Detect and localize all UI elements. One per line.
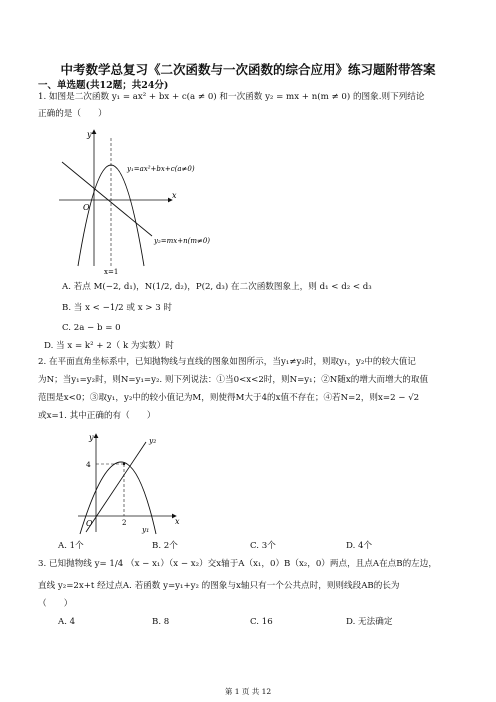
parabola-label: y₁=ax²+bx+c(a≠0) xyxy=(127,165,195,173)
line-label: y₂ xyxy=(149,436,157,445)
q2-stem-line1: 2. 在平面直角坐标系中，已知抛物线与直线的图象如图所示，当y₁≠y₂时，则取y₁，y₂中的较大值记 xyxy=(38,357,416,367)
origin-label: O xyxy=(83,203,90,212)
q1-graph xyxy=(54,124,234,274)
parabola-label: y₁ xyxy=(142,525,150,534)
q3-option-a: A. 4 xyxy=(58,617,76,627)
y-axis-label: y xyxy=(87,130,92,139)
q1-stem-line1: 1. 如图是二次函数 y₁ = ax² + bx + c(a ≠ 0) 和一次函数 y₂ = mx + n(m ≠ 0) 的图象.则下列结论 xyxy=(38,92,425,102)
x-tick-2: 2 xyxy=(122,519,127,527)
q2-option-c: C. 3个 xyxy=(250,541,276,551)
y-tick-4: 4 xyxy=(86,460,91,469)
q3-stem-line1: 3. 已知抛物线 y= 1/4 （x − x₁）（x − x₂）交x轴于A（x₁，0）B（x₂，0）两点，且点A在点B的左边， xyxy=(38,559,437,569)
q2-stem-line4: 或x=1. 其中正确的有（ ） xyxy=(38,411,156,421)
page-footer: 第 1 页 共 12 xyxy=(224,687,272,696)
q2-option-a: A. 1个 xyxy=(58,541,84,551)
q2-graph xyxy=(72,428,182,536)
symmetry-axis-label: x=1 xyxy=(104,268,119,274)
q2-option-b: B. 2个 xyxy=(152,541,178,551)
q1-option-a: A. 若点 M(−2, d₁)，N(1/2, d₂)，P(2, d₃) 在二次函数图象上，则 d₁ < d₂ < d₃ xyxy=(62,282,372,292)
y-axis-label: y xyxy=(89,433,94,442)
x-axis-label: x xyxy=(175,517,180,526)
q3-stem-line2: 直线 y₂=2x+t 经过点A. 若函数 y=y₁+y₂ 的图象与x轴只有一个公共点时，则则线段AB的长为 xyxy=(38,581,400,591)
q2-stem-line3: 范围是x<0；③取y₁，y₂中的较小值记为M，则使得M大于4的x值不存在；④若N=2，则x=2 − √2 xyxy=(38,393,420,403)
straight-line xyxy=(86,442,146,532)
x-axis-label: x xyxy=(172,191,177,200)
q1-option-c: C. 2a − b = 0 xyxy=(62,323,121,333)
intersection-point xyxy=(123,463,125,465)
q2-option-d: D. 4个 xyxy=(346,541,373,551)
q2-stem-line2: 为N；当y₁=y₂时，则N=y₁=y₂. 则下列说法：①当0<x<2时，则N=y₁；②N随x的增大而增大的取值 xyxy=(38,375,429,385)
q3-stem-line3: （ ） xyxy=(38,599,73,609)
q1-stem-line2: 正确的是（ ） xyxy=(38,109,107,119)
section-heading: 一、单选题(共12题；共24分) xyxy=(38,80,169,91)
q3-option-d: D. 无法确定 xyxy=(346,617,393,627)
q3-option-c: C. 16 xyxy=(250,617,273,627)
page-title: 中考数学总复习《二次函数与一次函数的综合应用》练习题附带答案 xyxy=(60,62,436,77)
origin-label: O xyxy=(86,519,93,528)
q1-option-b: B. 当 x < −1/2 或 x > 3 时 xyxy=(62,303,173,313)
q1-option-d: D. 当 x = k² + 2（ k 为实数）时 xyxy=(44,341,174,351)
straight-line xyxy=(62,162,152,236)
q3-option-b: B. 8 xyxy=(152,617,170,627)
line-label: y₂=mx+n(m≠0) xyxy=(154,237,211,245)
